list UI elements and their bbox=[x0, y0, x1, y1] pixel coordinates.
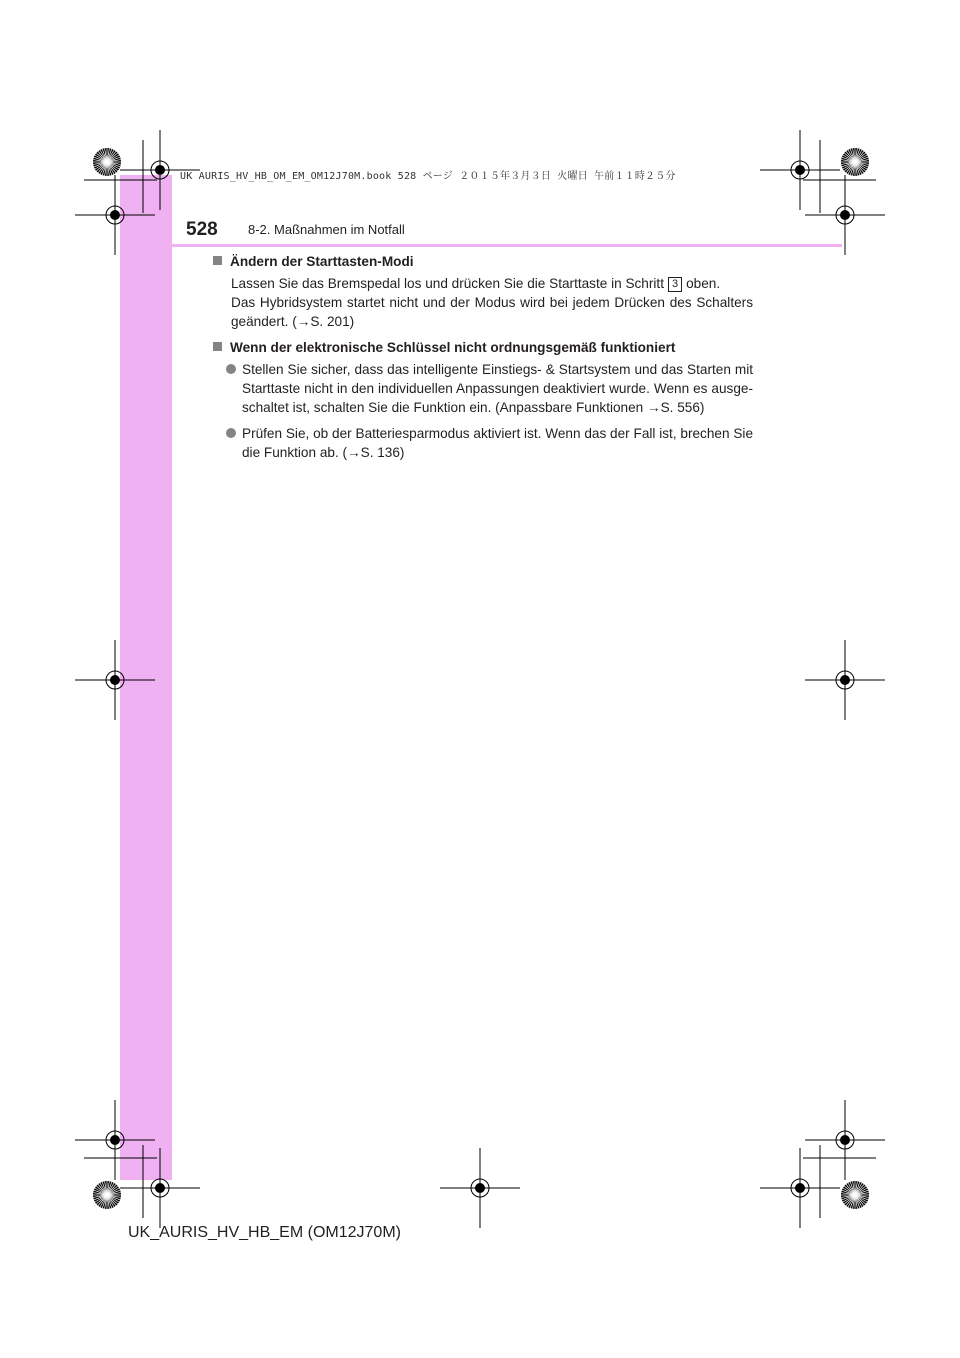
section-key-malfunction bbox=[213, 338, 753, 462]
list-item-text: Stellen Sie sicher, dass das intelligente Einstiegs- & Startsystem und das Starten mit Starttaste nicht in den individuellen Anpassungen deaktiviert wurde. Wenn es ausgeschaltet ist, schalten Sie die Funktion ein. (Anpassbare Funktionen →S. 556) bbox=[242, 362, 753, 415]
starburst-mark bbox=[93, 1181, 121, 1209]
header-rule bbox=[120, 244, 842, 247]
section-heading bbox=[213, 252, 753, 271]
round-bullet-icon bbox=[226, 428, 236, 438]
list-item-text: Prüfen Sie, ob der Batteriesparmodus aktiviert ist. Wenn das der Fall ist, brechen Sie die Funktion ab. (→S. 136) bbox=[242, 426, 753, 460]
round-bullet-icon bbox=[226, 364, 236, 374]
paragraph-text-part1: Lassen Sie das Bremspedal los und drücken Sie die Starttaste in Schritt bbox=[231, 276, 664, 291]
page-content bbox=[213, 252, 753, 469]
section-paragraph bbox=[231, 274, 753, 331]
crosshair-mark bbox=[805, 640, 885, 720]
square-bullet-icon bbox=[213, 342, 222, 351]
starburst-mark bbox=[841, 1181, 869, 1209]
starburst-mark bbox=[841, 148, 869, 176]
crosshair-mark bbox=[805, 175, 885, 255]
crosshair-mark bbox=[760, 1148, 840, 1228]
page-number: 528 bbox=[186, 219, 218, 240]
heading-text: Wenn der elektronische Schlüssel nicht ordnungsgemäß funktioniert bbox=[230, 340, 676, 355]
paragraph-text-part2: oben. bbox=[686, 276, 721, 291]
section-title: 8-2. Maßnahmen im Notfall bbox=[248, 222, 405, 237]
crosshair-mark bbox=[120, 1148, 200, 1228]
crosshair-mark bbox=[760, 130, 840, 210]
list-item bbox=[226, 360, 753, 417]
section-start-button-modes bbox=[213, 252, 753, 331]
crosshair-mark bbox=[440, 1148, 520, 1228]
starburst-mark bbox=[93, 148, 121, 176]
list-item bbox=[226, 424, 753, 462]
section-heading bbox=[213, 338, 753, 357]
paragraph-text-part3: Das Hybridsystem startet nicht und der Modus wird bei jedem Drücken des Schalters geändert. (→S. 201) bbox=[231, 295, 753, 329]
document-code: UK_AURIS_HV_HB_EM (OM12J70M) bbox=[128, 1224, 401, 1241]
step-reference-box: 3 bbox=[668, 277, 682, 292]
crosshair-mark bbox=[75, 640, 155, 720]
crosshair-mark bbox=[805, 1100, 885, 1180]
print-slug: UK AURIS_HV_HB_OM_EM_OM12J70M.book 528 ページ ２０１５年３月３日 火曜日 午前１１時２５分 bbox=[180, 171, 676, 182]
heading-text: Ändern der Starttasten-Modi bbox=[230, 254, 414, 269]
square-bullet-icon bbox=[213, 256, 222, 265]
